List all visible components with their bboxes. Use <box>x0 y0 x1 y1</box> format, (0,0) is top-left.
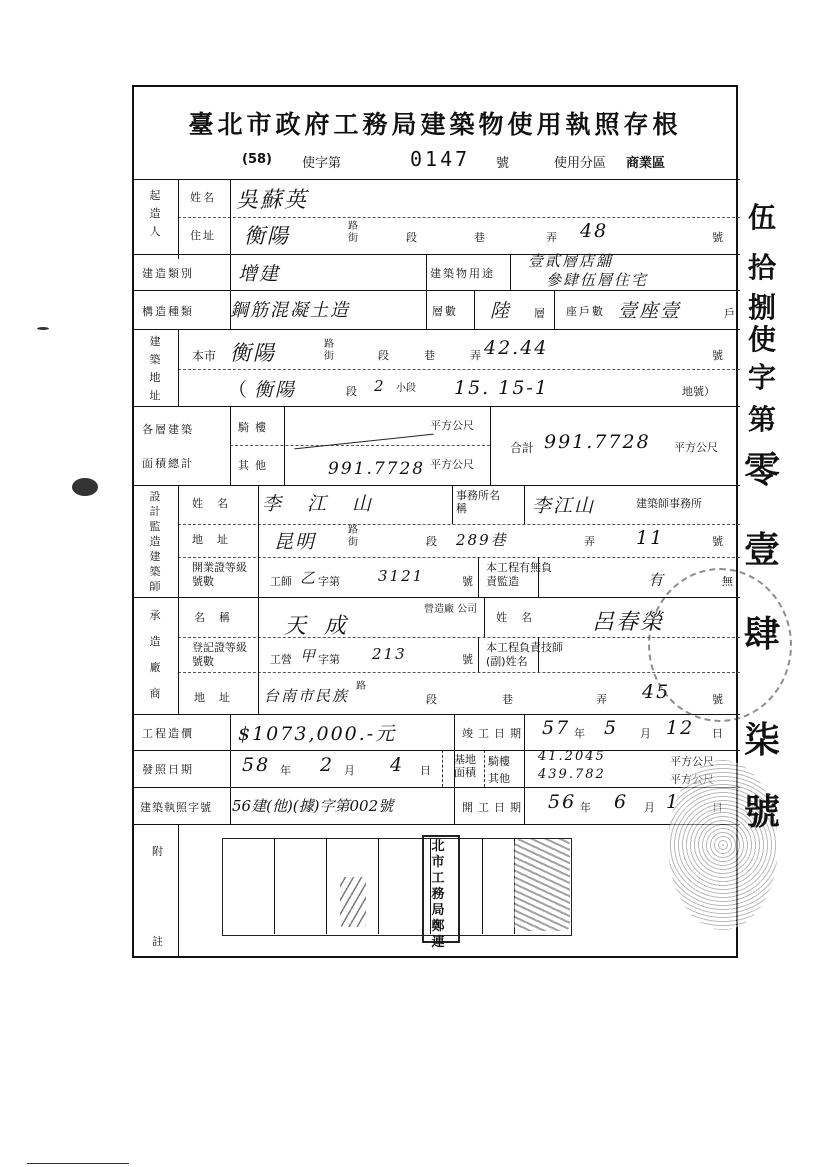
building-use-line2: 參肆伍層住宅 <box>546 271 649 289</box>
contractor-addr-lane: 巷 <box>502 693 513 706</box>
floors-value: 陸 <box>490 300 512 322</box>
architect-license-prefix: 工師 <box>270 575 292 588</box>
site-section: 段 <box>378 349 389 362</box>
builder-addr-road: 衡陽 <box>244 224 290 248</box>
col-line <box>230 714 231 824</box>
col-line <box>230 406 231 485</box>
seal-ink <box>668 760 778 930</box>
divider <box>134 750 740 751</box>
floors-unit: 層 <box>534 307 545 320</box>
divider <box>134 254 740 255</box>
contractor-addr-road-unit: 路 <box>356 681 366 692</box>
col-line <box>442 750 443 787</box>
build-type-value: 增建 <box>238 263 281 285</box>
side-char: 柒 <box>743 719 780 761</box>
architect-addr-no-unit: 號 <box>712 535 723 548</box>
architect-license-class: 乙 <box>300 569 318 587</box>
units-label: 座戶數 <box>566 305 605 318</box>
license-form <box>132 85 738 958</box>
other-value: 991.7728 <box>328 459 426 479</box>
contractor-addr-section: 段 <box>426 693 437 706</box>
units-value: 壹座壹 <box>618 300 682 322</box>
base-arcade-unit: 平方公尺 <box>670 755 714 768</box>
done-year: 57 <box>542 717 571 739</box>
col-line <box>524 485 525 524</box>
col-line <box>258 485 259 714</box>
structure-label: 構造種類 <box>142 305 194 318</box>
divider <box>134 485 740 486</box>
col-line <box>484 750 485 787</box>
permit-value: 56建(他)(據)字第002號 <box>232 797 394 815</box>
builder-addr-road-unit: 路 街 <box>348 221 358 244</box>
floors-label: 層數 <box>432 305 458 318</box>
cost-label: 工程造價 <box>142 727 194 740</box>
start-y: 年 <box>580 801 591 814</box>
stamp-divider <box>378 838 379 934</box>
side-char: 第 <box>747 403 776 436</box>
done-y: 年 <box>574 727 585 740</box>
structure-value: 鋼筋混凝土造 <box>230 300 350 321</box>
builder-addr-lane: 巷 <box>474 231 485 244</box>
architect-addr-no: 11 <box>636 527 665 549</box>
office-name: 李江山 <box>532 495 596 517</box>
side-char: 捌 <box>747 291 776 324</box>
col-line <box>284 406 285 485</box>
contractor-name: 天成 <box>284 614 365 639</box>
issue-y: 年 <box>280 764 291 777</box>
architect-addr-label: 地址 <box>192 533 242 546</box>
issue-m: 月 <box>344 764 355 777</box>
base-other-label: 其他 <box>488 772 510 785</box>
architect-addr-alley: 弄 <box>584 535 595 548</box>
builder-addr-no: 48 <box>580 220 609 242</box>
start-month: 6 <box>614 791 629 813</box>
official-seal-text: 北市工務局 鄭連 <box>431 839 445 950</box>
stamp-divider <box>482 838 483 934</box>
building-use-label: 建築物用途 <box>430 267 495 280</box>
issue-month: 2 <box>320 754 335 776</box>
col-line <box>178 179 179 259</box>
architect-license-label: 開業證等級號數 <box>192 561 247 588</box>
signature-mark <box>340 877 366 927</box>
other-label: 其他 <box>238 459 272 472</box>
scan-smudge <box>37 327 49 330</box>
side-char: 肆 <box>743 613 780 655</box>
signature-mark <box>514 839 570 931</box>
divider <box>230 445 490 446</box>
col-line <box>554 290 555 329</box>
side-char: 壹 <box>743 529 780 571</box>
site-road-unit: 路 街 <box>324 339 334 362</box>
units-unit: 戶 <box>724 307 735 320</box>
base-other-unit: 平方公尺 <box>670 773 714 786</box>
architect-license-no-unit: 號 <box>462 575 473 588</box>
site-alley: 弄 <box>470 349 481 362</box>
contractor-addr-value: 台南市民族 <box>264 687 350 705</box>
contractor-section-label: 承造廠商 <box>149 609 161 700</box>
issue-day: 4 <box>390 754 405 776</box>
building-use-line1: 壹貳層店舖 <box>528 252 614 270</box>
side-char: 零 <box>743 449 780 491</box>
architect-name: 李江山 <box>262 493 398 515</box>
contractor-reg-class: 甲 <box>300 647 318 665</box>
base-arcade-label: 騎樓 <box>488 755 510 768</box>
license-year: (58) <box>242 152 272 167</box>
lot-subsection: 2 <box>374 377 386 395</box>
area-label-1: 各層建築 <box>142 423 194 436</box>
contractor-reg-label: 登記證等級號數 <box>192 641 247 668</box>
divider <box>134 787 740 788</box>
builder-section-label: 起造人 <box>149 189 161 238</box>
total-label: 合計 <box>510 441 535 455</box>
issue-d: 日 <box>420 764 431 777</box>
done-month: 5 <box>604 717 619 739</box>
supervise-no: 無 <box>722 575 733 588</box>
lot-section: 衡陽 <box>254 379 297 401</box>
builder-addr-label: 住址 <box>190 229 216 242</box>
table-top-line <box>134 179 740 180</box>
architect-license-no: 3121 <box>378 567 425 585</box>
site-no-unit: 號 <box>712 349 723 362</box>
col-line <box>484 597 485 637</box>
done-d: 日 <box>712 727 723 740</box>
col-line <box>178 329 179 406</box>
stamp-divider <box>274 838 275 934</box>
cost-value: $1073,000.-元 <box>238 723 397 745</box>
divider <box>134 329 740 330</box>
divider <box>134 597 740 598</box>
contractor-reg-word: 字第 <box>318 653 340 666</box>
build-type-label: 建造類別 <box>142 267 194 280</box>
builder-name: 吳蘇英 <box>236 188 309 213</box>
done-day: 12 <box>666 717 695 739</box>
site-road: 衡陽 <box>230 341 276 365</box>
divider <box>134 714 740 715</box>
col-line <box>510 254 511 290</box>
lot-open: （ <box>228 379 250 401</box>
divider <box>134 290 740 291</box>
zone-label: 使用分區 <box>554 156 607 171</box>
contractor-addr-alley: 弄 <box>596 693 607 706</box>
architect-license-word: 字第 <box>318 575 340 588</box>
contractor-name-label: 名稱 <box>194 611 244 624</box>
lot-section-unit: 段 <box>346 385 357 398</box>
arcade-strike <box>294 434 433 450</box>
contractor-addr-no-unit: 號 <box>712 693 723 706</box>
lot-subsection-unit: 小段 <box>396 383 416 394</box>
page-title: 臺北市政府工務局建築物使用執照存根 <box>188 110 682 139</box>
architect-addr-section: 段 <box>426 535 437 548</box>
scan-smudge <box>72 478 98 496</box>
contractor-tech-label: 本工程負責技師(副)姓名 <box>486 641 563 668</box>
divider <box>134 406 740 407</box>
divider <box>178 557 740 558</box>
start-m: 月 <box>644 801 655 814</box>
bottom-scan-line <box>27 1163 129 1164</box>
arcade-label: 騎樓 <box>238 421 272 434</box>
base-arcade-value: 41.2045 <box>538 749 606 764</box>
office-suffix: 建築師事務所 <box>636 497 702 510</box>
col-line <box>478 637 479 672</box>
contractor-reg-no: 213 <box>372 645 407 663</box>
site-label: 建築地址 <box>149 335 161 402</box>
architect-addr-lane: 289巷 <box>456 531 508 549</box>
issue-year: 58 <box>242 754 271 776</box>
start-year: 56 <box>548 791 577 813</box>
col-line <box>452 485 453 524</box>
builder-addr-no-unit: 號 <box>712 231 723 244</box>
divider <box>134 824 740 825</box>
col-line <box>474 290 475 329</box>
contractor-reg-no-unit: 號 <box>462 653 473 666</box>
lot-unit: 地號） <box>682 385 715 398</box>
contractor-person-label: 姓名 <box>496 611 546 624</box>
col-line <box>426 254 427 329</box>
divider <box>178 524 740 525</box>
license-number: 0147 <box>410 147 471 171</box>
col-line <box>178 824 179 958</box>
col-line <box>178 485 179 714</box>
arcade-unit: 平方公尺 <box>430 419 474 432</box>
start-d: 日 <box>712 801 723 814</box>
license-word-label: 使字第 <box>302 156 342 171</box>
done-m: 月 <box>640 727 651 740</box>
architect-addr-road-unit: 路 街 <box>348 525 358 548</box>
permit-label: 建築執照字號 <box>140 801 212 814</box>
contractor-name-suffix: 營造廠 公司 <box>424 604 478 615</box>
issue-label: 發照日期 <box>142 763 194 776</box>
other-unit: 平方公尺 <box>430 458 474 471</box>
total-value: 991.7728 <box>544 431 651 453</box>
architect-section-label: 設計監造建築師 <box>149 490 161 593</box>
side-char: 使 <box>747 323 776 356</box>
side-char: 號 <box>743 791 780 833</box>
area-label-2: 面積總計 <box>142 457 194 470</box>
col-line <box>490 406 491 485</box>
site-city: 本市 <box>192 349 217 363</box>
remarks-label-bottom: 註 <box>152 935 165 948</box>
contractor-addr-no: 45 <box>642 681 671 703</box>
architect-name-label: 姓名 <box>192 497 242 510</box>
done-label: 竣工日期 <box>462 727 526 740</box>
start-label: 開工日期 <box>462 801 526 814</box>
stamp-divider <box>326 838 327 934</box>
col-line <box>478 557 479 597</box>
start-day: 1 <box>666 791 681 813</box>
builder-addr-section: 段 <box>406 231 417 244</box>
site-lane: 巷 <box>424 349 435 362</box>
zone-value: 商業區 <box>626 156 666 171</box>
side-char: 拾 <box>747 251 776 284</box>
contractor-reg-prefix: 工營 <box>270 653 292 666</box>
base-other-value: 439.782 <box>538 767 606 782</box>
builder-addr-alley: 弄 <box>546 231 557 244</box>
contractor-addr-label: 地址 <box>194 691 244 704</box>
divider <box>178 369 740 370</box>
license-number-suffix: 號 <box>496 156 510 171</box>
site-numbers: 42.44 <box>484 337 549 359</box>
divider <box>178 217 740 218</box>
architect-addr-road: 昆明 <box>274 531 317 553</box>
total-unit: 平方公尺 <box>674 441 718 454</box>
supervise-yes: 有 <box>648 571 666 589</box>
side-char: 字 <box>747 361 776 394</box>
builder-name-label: 姓名 <box>190 191 216 204</box>
base-area-label: 基地面積 <box>454 753 476 779</box>
side-char: 伍 <box>747 201 776 234</box>
contractor-person: 呂春榮 <box>592 610 665 635</box>
office-label: 事務所名稱 <box>456 489 500 515</box>
remarks-label-top: 附 <box>152 845 165 858</box>
supervise-label: 本工程有無負責監造 <box>486 561 552 588</box>
lot-numbers: 15. 15-1 <box>454 377 549 399</box>
